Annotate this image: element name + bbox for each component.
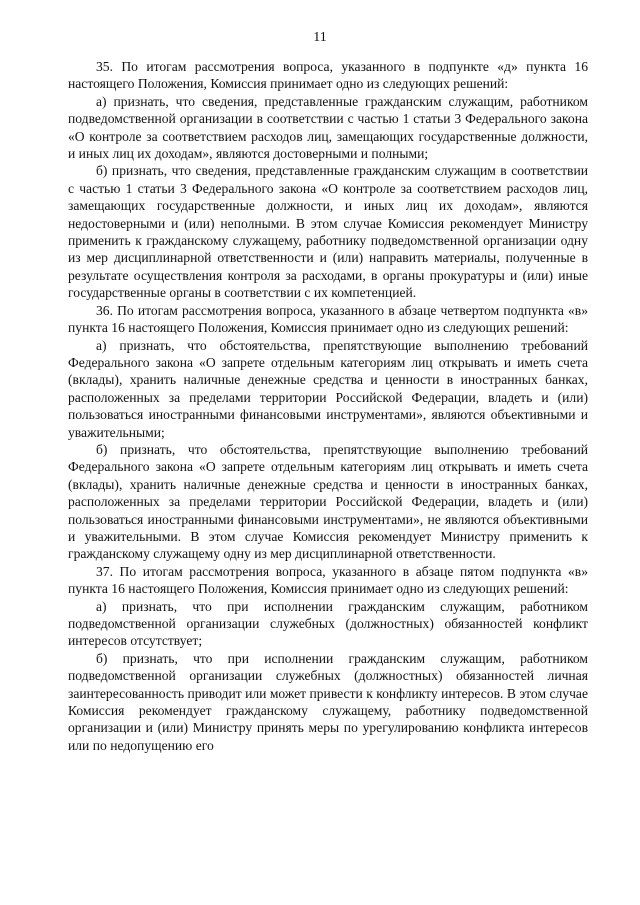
- paragraph-37-a: а) признать, что при исполнении гражданским служащим, работником подведомственной организации служебных (должностных) обязанностей конфликт интересов отсутствует;: [68, 598, 588, 649]
- paragraph-35-a: а) признать, что сведения, представленные гражданским служащим, работником подведомственной организации в соответствии с частью 1 статьи 3 Федерального закона «О контроле за соответствием расходов лиц, замещающих государственные должности, и иных лиц их доходам», являются достоверными и полными;: [68, 93, 588, 162]
- paragraph-37-intro: 37. По итогам рассмотрения вопроса, указанного в абзаце пятом подпункта «в» пункта 16 настоящего Положения, Комиссия принимает одно из следующих решений:: [68, 563, 588, 597]
- paragraph-35-intro: 35. По итогам рассмотрения вопроса, указанного в подпункте «д» пункта 16 настоящего Положения, Комиссия принимает одно из следующих решений:: [68, 59, 588, 92]
- paragraph-37-b: б) признать, что при исполнении гражданским служащим, работником подведомственной организации служебных (должностных) обязанностей личная заинтересованность приводит или может привести к конфликту интересов. В этом случае Комиссия рекомендует гражданскому служащему, работнику подведомственной организации и (или) Министру принять меры по урегулированию конфликта интересов или по недопущению его: [68, 650, 588, 753]
- paragraph-35-b: б) признать, что сведения, представленные гражданским служащим в соответствии с частью 1 статьи 3 Федерального закона «О контроле за соответствием расходов лиц, замещающих государственные должности, и иных лиц их доходам», являются недостоверными и (или) неполными. В этом случае Комиссия рекомендует Министру применить к гражданскому служащему, работнику подведомственной организации одну из мер дисциплинарной ответственности и (или) направить материалы, полученные в результате осуществления контроля за расходами, в органы прокуратуры и (или) иные государственные органы в соответствии с их компетенцией.: [68, 163, 588, 301]
- page-number: 11: [313, 30, 327, 45]
- paragraph-36-b: б) признать, что обстоятельства, препятствующие выполнению требований Федерального закона «О запрете отдельным категориям лиц открывать и иметь счета (вклады), хранить наличные денежные средства и ценности в иностранных банках, расположенных за пределами территории Российской Федерации, владеть и (или) пользоваться иностранными финансовыми инструментами», не являются объективными и уважительными. В этом случае Комиссия рекомендует Министру применить к гражданскому служащему одну из мер дисциплинарной ответственности.: [68, 441, 588, 562]
- paragraph-36-a: а) признать, что обстоятельства, препятствующие выполнению требований Федерального закона «О запрете отдельным категориям лиц открывать и иметь счета (вклады), хранить наличные денежные средства и ценности в иностранных банках, расположенных за пределами территории Российской Федерации, владеть и (или) пользоваться иностранными финансовыми инструментами», являются объективными и уважительными;: [68, 337, 588, 440]
- document-body: [68, 58, 588, 754]
- paragraph-36-intro: 36. По итогам рассмотрения вопроса, указанного в абзаце четвертом подпункта «в» пункта 16 настоящего Положения, Комиссия принимает одно из следующих решений:: [68, 302, 588, 336]
